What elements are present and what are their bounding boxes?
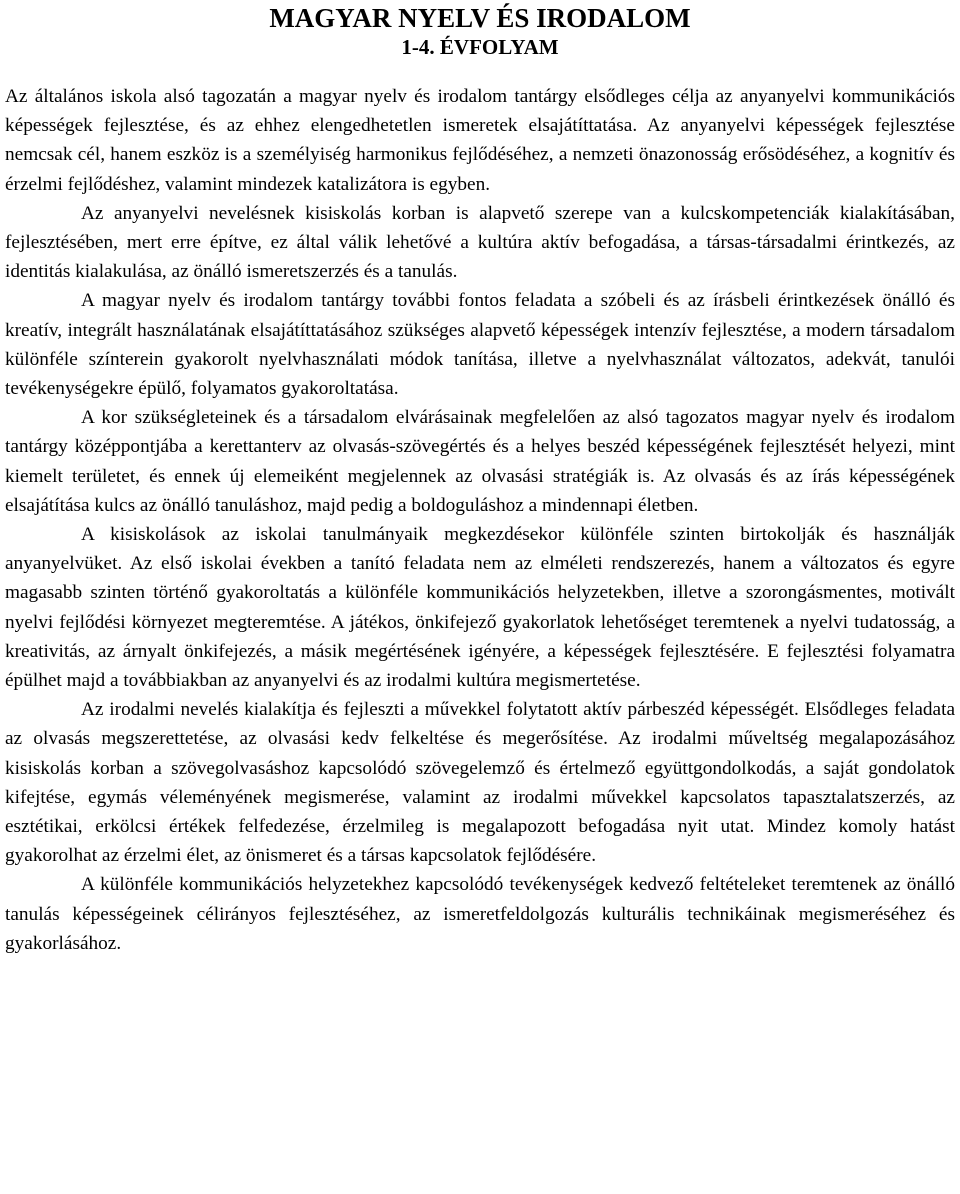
paragraph-6: Az irodalmi nevelés kialakítja és fejleszti a művekkel folytatott aktív párbeszéd képességét. Elsődleges feladata az olvasás megszerettetése, az olvasási kedv felkeltése és megerősítése. Az irodalmi műveltség megalapozásához kisiskolás korban a szövegolvasáshoz kapcsolódó szövegelemző és értelmező együttgondolkodás, a saját gondolatok kifejtése, egymás véleményének megismerése, valamint az irodalmi művekkel kapcsolatos tapasztalatszerzés, az esztétikai, erkölcsi értékek felfedezése, érzelmileg is megalapozott befogadása nyit utat. Mindez komoly hatást gyakorolhat az érzelmi élet, az önismeret és a társas kapcsolatok fejlődésére. xyxy=(5,699,955,867)
paragraph-4: A kor szükségleteinek és a társadalom elvárásainak megfelelően az alsó tagozatos magyar nyelv és irodalom tantárgy középpontjába a kerettanterv az olvasás-szövegértés és a helyes beszéd képességének fejlesztését helyezi, mint kiemelt területet, és ennek új elemeiként megjelennek az olvasási stratégiák is. Az olvasás és az írás képességének elsajátítása kulcs az önálló tanuláshoz, majd pedig a boldoguláshoz a mindennapi életben. xyxy=(5,407,955,516)
paragraph-3: A magyar nyelv és irodalom tantárgy további fontos feladata a szóbeli és az írásbeli érintkezések önálló és kreatív, integrált használatának elsajátíttatásához szükséges alapvető képességek intenzív fejlesztése, a modern társadalom különféle színterein gyakorolt nyelvhasználati módok tanítása, illetve a nyelvhasználat változatos, adekvát, tanulói tevékenységekre épülő, folyamatos gyakoroltatása. xyxy=(5,290,955,400)
paragraph-7: A különféle kommunikációs helyzetekhez kapcsolódó tevékenységek kedvező feltételeket teremtenek az önálló tanulás képességeinek célirányos fejlesztéséhez, az ismeretfeldolgozás kulturális technikáinak megismeréséhez és gyakorlásához. xyxy=(5,874,955,954)
document-page xyxy=(5,0,955,958)
paragraph-2: Az anyanyelvi nevelésnek kisiskolás korban is alapvető szerepe van a kulcskompetenciák kialakításában, fejlesztésében, mert erre építve, ez által válik lehetővé a kultúra aktív befogadása, a társas-társadalmi érintkezés, az identitás kialakulása, az önálló ismeretszerzés és a tanulás. xyxy=(5,202,955,283)
page-title: MAGYAR NYELV ÉS IRODALOM xyxy=(269,3,691,33)
page-subtitle: 1-4. ÉVFOLYAM xyxy=(401,35,559,59)
paragraph-1: Az általános iskola alsó tagozatán a magyar nyelv és irodalom tantárgy elsődleges célja az anyanyelvi kommunikációs képességek fejlesztése, és az ehhez elengedhetetlen ismeretek elsajátíttatása. Az anyanyelvi képességek fejlesztése nemcsak cél, hanem eszköz is a személyiség harmonikus fejlődéséhez, a nemzeti önazonosság erősödéséhez, a kognitív és érzelmi fejlődéshez, valamint mindezek katalizátora is egyben. xyxy=(5,86,955,195)
paragraph-5: A kisiskolások az iskolai tanulmányaik megkezdésekor különféle szinten birtokolják és használják anyanyelvüket. Az első iskolai években a tanító feladata nem az elméleti rendszerezés, hanem a változatos és egyre magasabb szinten történő gyakoroltatás a különféle kommunikációs helyzetekben, illetve a szorongásmentes, motivált nyelvi fejlődési környezet megteremtése. A játékos, önkifejező gyakorlatok lehetőséget teremtenek a nyelvi tudatosság, a kreativitás, az árnyalt önkifejezés, a másik megértésének igényére, a képességek fejlesztésére. E fejlesztési folyamatra épülhet majd a továbbiakban az anyanyelvi és az irodalmi kultúra megismertetése. xyxy=(5,524,955,692)
